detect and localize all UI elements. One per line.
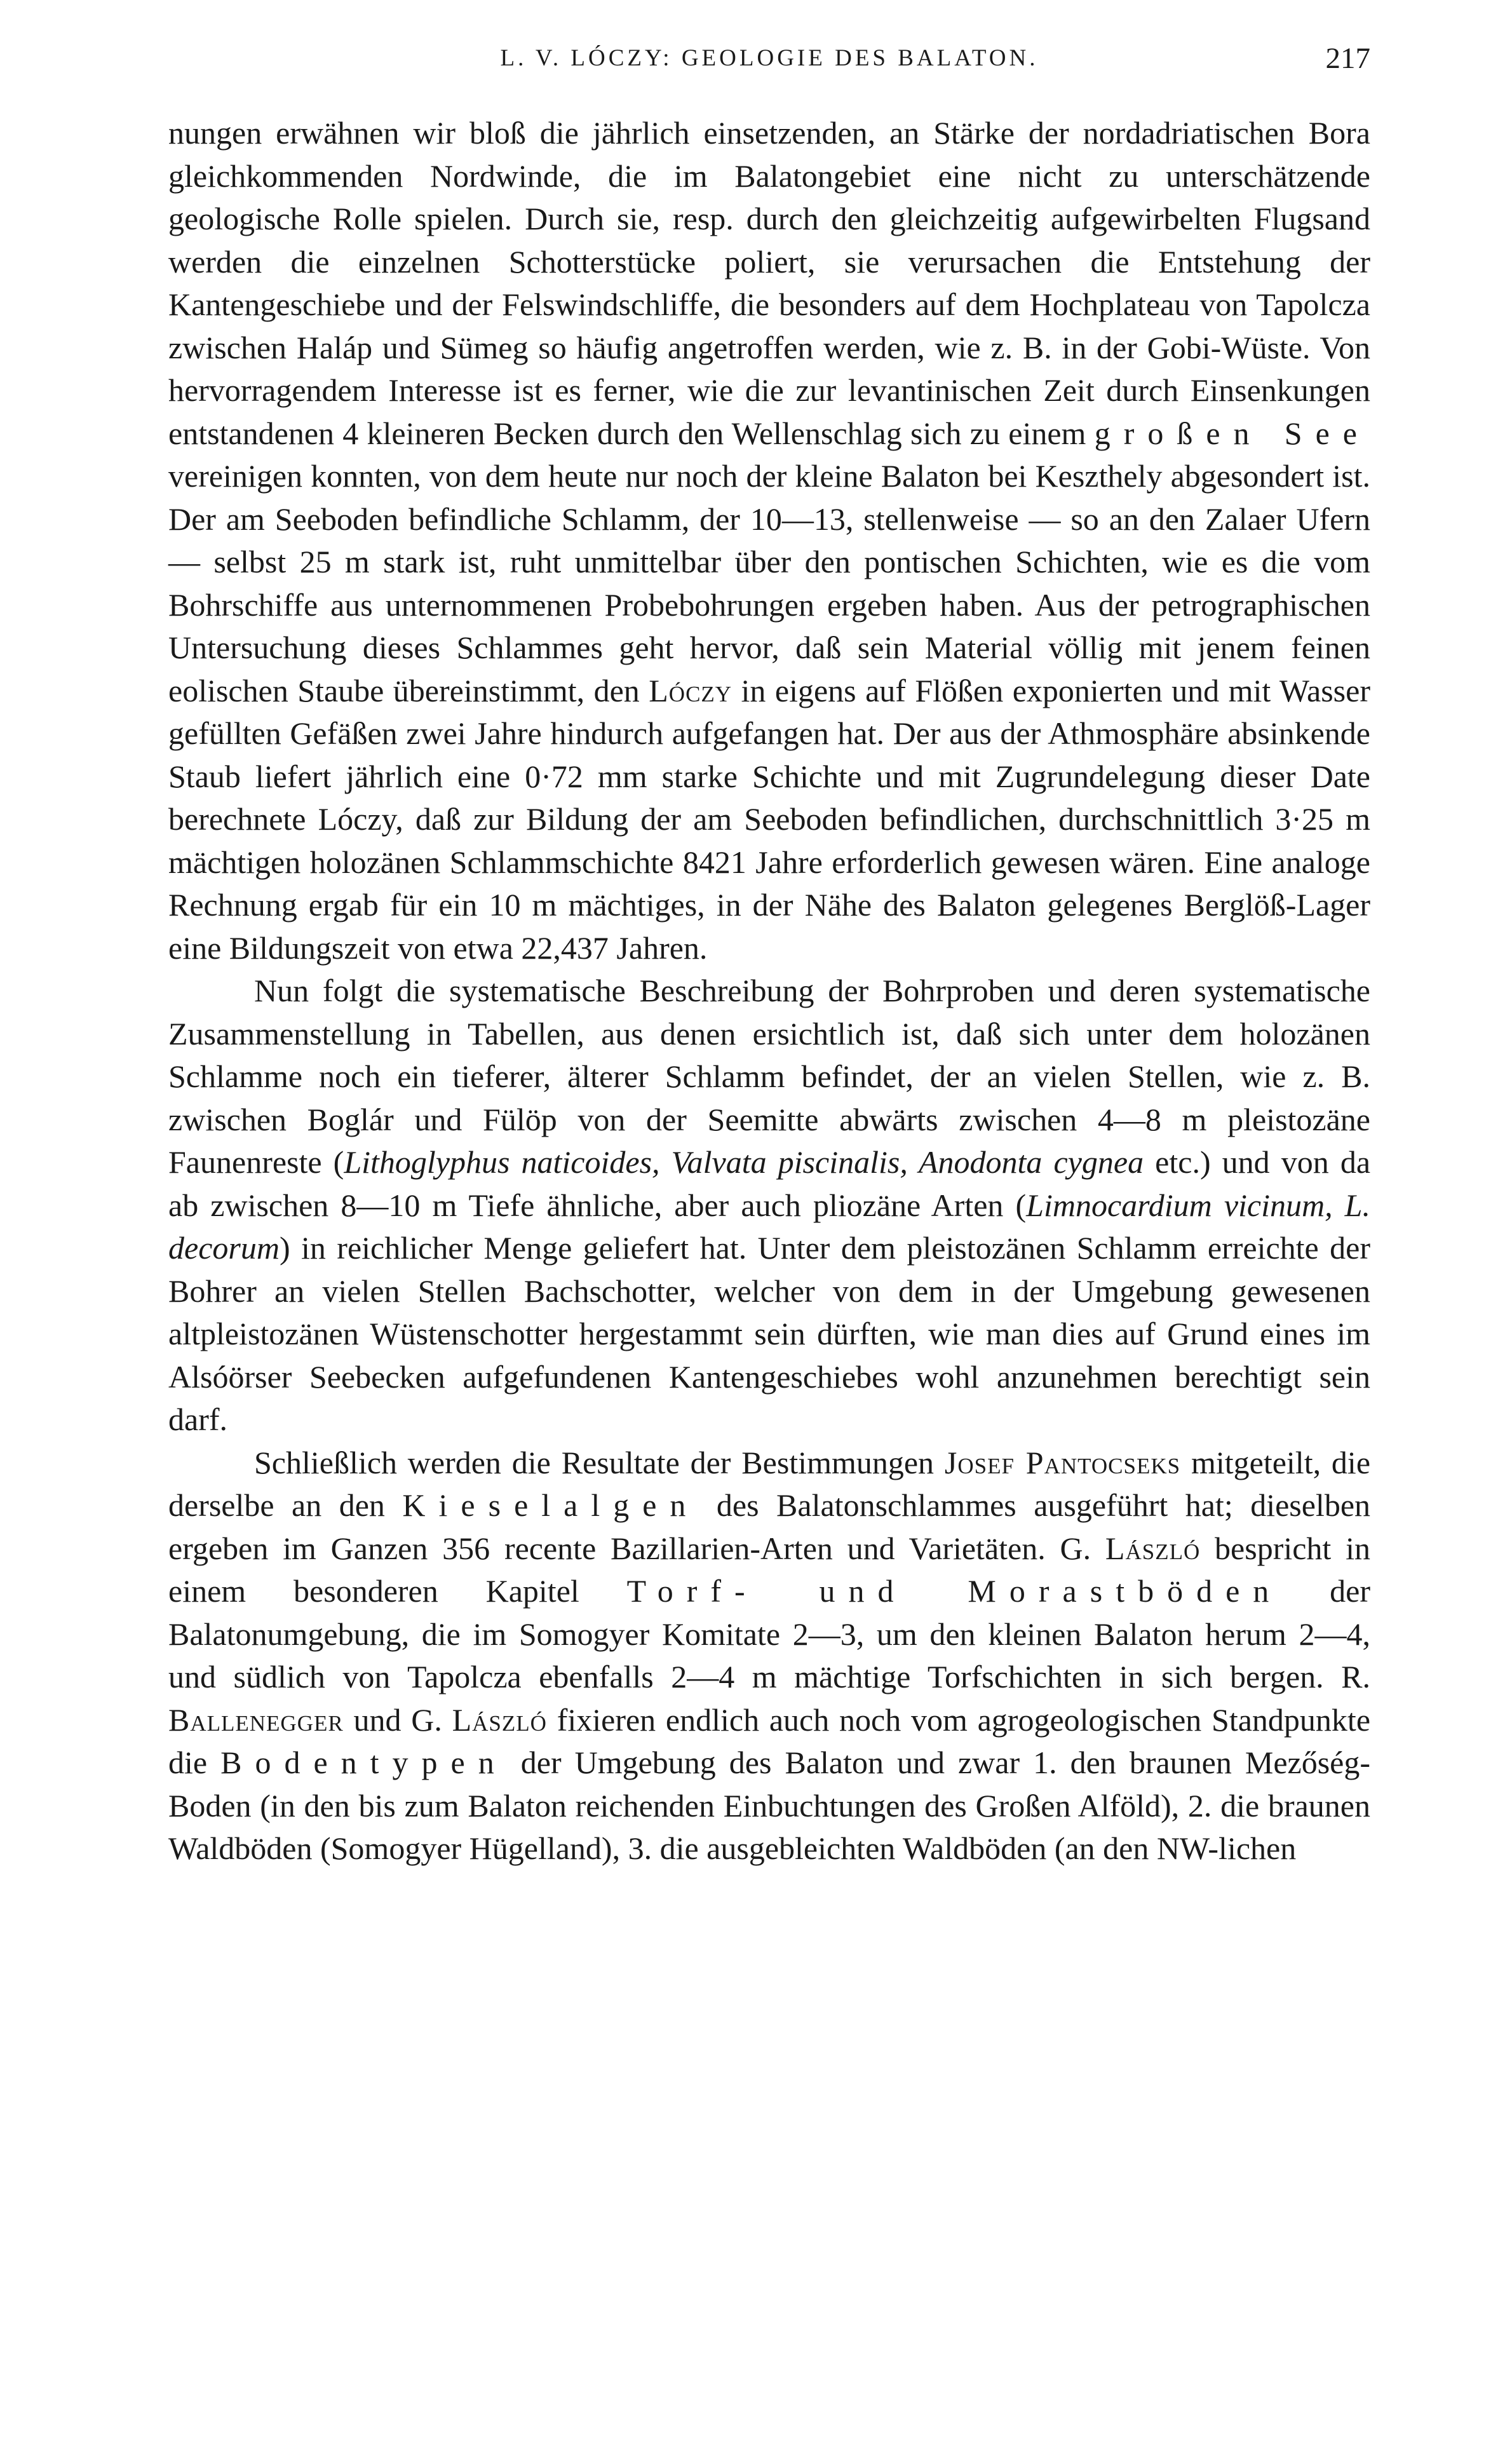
paragraph-text: in eigens auf Flößen exponierten und mit Wasser gefüllten Gefäßen zwei Jahre hindurch aufgefangen hat. Der aus der Athmosphäre absinkende Staub liefert jährlich eine 0·72 mm starke Schichte und mit Zugrundelegung dieser Date berechnete xyxy=(168,672,1370,837)
author-name: Lóczy xyxy=(318,801,396,837)
spaced-emphasis: Torf- und Morastböden xyxy=(626,1573,1283,1609)
paragraph-text: und G. xyxy=(353,1701,442,1738)
author-name: Josef Pantocseks xyxy=(944,1444,1181,1480)
running-head xyxy=(168,33,1370,84)
paragraph-text: mitgeteilt, die derselbe an den xyxy=(168,1444,1371,1523)
paragraph-text: Nun folgt die systematische Beschreibung der Bohrproben und deren systematische Zusammenstellung in Tabellen, aus denen ersichtlich ist, daß sich unter dem holozänen Schlamme noch ein tieferer, älterer Schlamm befindet, der an vielen Stellen, wie z. B. zwischen Boglár und Fülöp von der Seemitte abwärts zwischen 4—8 m pleistozäne Faunenreste ( xyxy=(168,973,1370,1180)
paragraph-text: , daß zur Bildung der am Seeboden befindlichen, durchschnittlich 3·25 m mächtigen holozänen Schlammschichte 8421 Jahre erforderlich gewesen wären. Eine analoge Rechnung ergab für ein 10 m mächtiges, in der Nähe des Balaton gelegenes Berglöß-Lager eine Bildungszeit von etwa 22,437 Jahren. xyxy=(168,801,1371,966)
species-names: Limnocardium vicinum, L. decorum xyxy=(168,1187,1370,1266)
spaced-emphasis: Bodentypen xyxy=(220,1745,508,1780)
author-name: Lóczy xyxy=(649,672,732,708)
running-title: L. V. LÓCZY: GEOLOGIE DES BALATON. xyxy=(500,45,1039,71)
paragraph-2 xyxy=(168,970,1370,1442)
paragraph-text: etc.) und von da ab zwischen 8—10 m Tiefe ähnliche, aber auch pliozäne Arten ( xyxy=(168,1144,1371,1223)
page-number: 217 xyxy=(1325,42,1370,75)
paragraph-text: bespricht in einem besonderen Kapitel xyxy=(168,1530,1371,1609)
author-name: László xyxy=(452,1701,547,1738)
body-text xyxy=(168,112,1370,1870)
spaced-emphasis: Kieselalgen xyxy=(402,1487,699,1523)
paragraph-text: vereinigen konnten, von dem heute nur noch der kleine Balaton bei Keszthely abgesondert ist. Der am Seeboden befindliche Schlamm, der 10—13, stellenweise — so an den Zalaer Ufern — selbst 25 m stark ist, ruht unmittelbar über den pontischen Schichten, wie es die vom Bohrschiffe aus unternommenen Probebohrungen ergeben haben. Aus der petrographischen Untersuchung dieses Schlammes geht hervor, daß sein Material völlig mit jenem feinen eolischen Staube übereinstimmt, den xyxy=(168,458,1370,708)
paragraph-1 xyxy=(168,112,1370,970)
species-names: Lithoglyphus naticoides, Valvata piscinalis, Anodonta cygnea xyxy=(344,1144,1144,1180)
paragraph-3 xyxy=(168,1442,1370,1870)
paragraph-text: fixieren endlich auch noch vom agrogeologischen Standpunkte die xyxy=(168,1701,1371,1780)
paragraph-text: nungen erwähnen wir bloß die jährlich einsetzenden, an Stärke der nordadriatischen Bora gleichkommenden Nordwinde, die im Balatongebiet eine nicht zu unterschätzende geologische Rolle spielen. Durch sie, resp. durch den gleichzeitig aufgewirbelten Flugsand werden die einzelnen Schotterstücke poliert, sie verursachen die Entstehung der Kantengeschiebe und der Felswindschliffe, die besonders auf dem Hochplateau von Tapolcza zwischen Haláp und Sümeg so häufig angetroffen werden, wie z. B. in der Gobi-Wüste. Von hervorragendem Interesse ist es ferner, wie die zur levantinischen Zeit durch Einsenkungen entstandenen 4 kleineren Becken durch den Wellenschlag sich zu einem xyxy=(168,115,1370,451)
paragraph-text: der Umgebung des Balaton und zwar 1. den braunen Mezőség-Boden (in den bis zum Balaton reichenden Einbuchtungen des Großen Alföld), 2. die braunen Waldböden (Somogyer Hügelland), 3. die ausgebleichten Waldböden (an den NW-lichen xyxy=(168,1745,1371,1866)
author-name: Ballenegger xyxy=(168,1701,344,1738)
spaced-emphasis: großen See xyxy=(1094,415,1370,451)
author-name: László xyxy=(1105,1530,1201,1566)
paragraph-text: Schließlich werden die Resultate der Bestimmungen xyxy=(254,1444,935,1480)
paragraph-text: des Balatonschlammes ausgeführt hat; dieselben ergeben im Ganzen 356 recente Bazillarien-Arten und Varietäten. G. xyxy=(168,1487,1371,1566)
paragraph-text: der Balatonumgebung, die im Somogyer Komitate 2—3, um den kleinen Balaton herum 2—4, und südlich von Tapolcza ebenfalls 2—4 m mächtige Torfschichten in sich bergen. R. xyxy=(168,1573,1371,1694)
paragraph-text: ) in reichlicher Menge geliefert hat. Unter dem pleistozänen Schlamm erreichte der Bohrer an vielen Stellen Bachschotter, welcher von dem in der Umgebung gewesenen altpleistozänen Wüstenschotter hergestammt sein dürften, wie man dies auf Grund eines im Alsóörser Seebecken aufgefundenen Kantengeschiebes wohl anzunehmen berechtigt sein darf. xyxy=(168,1230,1370,1437)
